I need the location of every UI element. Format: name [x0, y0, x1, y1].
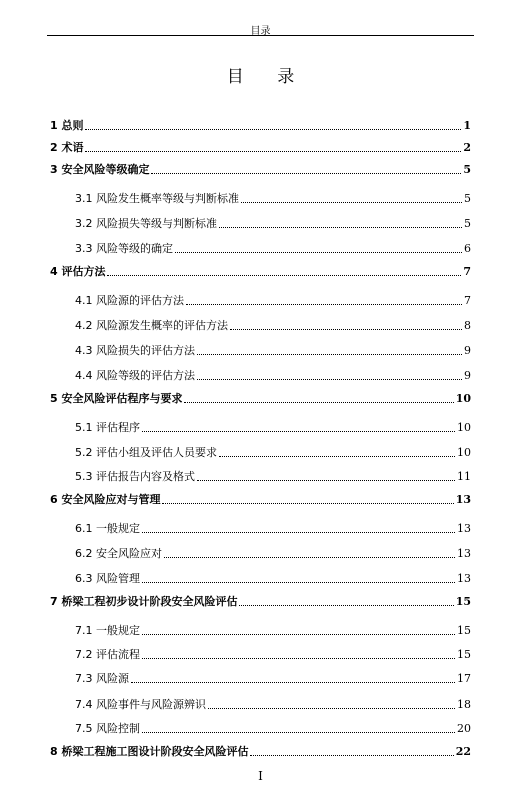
toc-entry-label: 8 桥梁工程施工图设计阶段安全风险评估 — [50, 745, 249, 758]
toc-entry-page: 11 — [457, 470, 471, 483]
toc-entry-label: 3.2 风险损失等级与判断标准 — [75, 217, 217, 230]
dot-leader — [186, 304, 462, 305]
dot-leader — [142, 532, 455, 533]
toc-entry-label: 7.2 评估流程 — [75, 648, 140, 661]
dot-leader — [142, 431, 455, 432]
dot-leader — [142, 732, 455, 733]
toc-entry-page: 13 — [457, 522, 471, 535]
toc-entry-page: 7 — [463, 265, 471, 278]
toc-entry[interactable] — [50, 591, 471, 609]
toc-entry[interactable] — [50, 159, 471, 177]
toc-entry-label: 3.1 风险发生概率等级与判断标准 — [75, 192, 239, 205]
toc-entry-label: 6.3 风险管理 — [75, 572, 140, 585]
toc-entry[interactable] — [75, 417, 471, 435]
toc-entry-page: 13 — [457, 547, 471, 560]
toc-entry-label: 5.2 评估小组及评估人员要求 — [75, 446, 217, 459]
toc-entry-page: 9 — [464, 369, 471, 382]
dot-leader — [197, 480, 455, 481]
toc-entry-label: 5 安全风险评估程序与要求 — [50, 392, 183, 405]
page-title: 目 录 — [226, 67, 309, 87]
toc-entry[interactable] — [75, 694, 471, 712]
toc-entry-page: 10 — [455, 392, 471, 405]
toc-entry[interactable] — [75, 340, 471, 358]
toc-entry-page: 10 — [457, 421, 471, 434]
toc-entry-label: 7 桥梁工程初步设计阶段安全风险评估 — [50, 595, 238, 608]
header-title: 目录 — [250, 26, 271, 37]
toc-entry-label: 5.1 评估程序 — [75, 421, 140, 434]
toc-entry-page: 9 — [464, 344, 471, 357]
toc-entry-label: 7.4 风险事件与风险源辨识 — [75, 698, 206, 711]
toc-entry-label: 4.2 风险源发生概率的评估方法 — [75, 319, 228, 332]
toc-entry-label: 7.5 风险控制 — [75, 722, 140, 735]
toc-entry-label: 3 安全风险等级确定 — [50, 163, 150, 176]
toc-entry-page: 17 — [457, 672, 471, 685]
toc-entry[interactable] — [50, 489, 471, 507]
toc-entry[interactable] — [50, 388, 471, 406]
toc-entry-page: 7 — [464, 294, 471, 307]
dot-leader — [85, 151, 461, 152]
page-number: I — [258, 769, 263, 783]
toc-entry-label: 5.3 评估报告内容及格式 — [75, 470, 195, 483]
toc-entry-page: 15 — [457, 648, 471, 661]
toc-entry-page: 22 — [455, 745, 471, 758]
toc-entry[interactable] — [75, 620, 471, 638]
toc-entry[interactable] — [50, 115, 471, 133]
dot-leader — [197, 379, 462, 380]
toc-entry-page: 5 — [464, 217, 471, 230]
toc-entry-page: 5 — [463, 163, 471, 176]
toc-entry[interactable] — [75, 315, 471, 333]
dot-leader — [241, 202, 462, 203]
toc-entry-page: 2 — [463, 141, 471, 154]
dot-leader — [219, 227, 462, 228]
toc-entry-page: 15 — [455, 595, 471, 608]
dot-leader — [239, 605, 453, 606]
dot-leader — [162, 503, 453, 504]
toc-entry-page: 13 — [457, 572, 471, 585]
toc-entry-label: 1 总则 — [50, 119, 84, 132]
dot-leader — [250, 755, 453, 756]
toc-entry[interactable] — [75, 213, 471, 231]
toc-entry[interactable] — [50, 741, 471, 759]
toc-entry-label: 7.3 风险源 — [75, 672, 129, 685]
dot-leader — [85, 129, 461, 130]
toc-entry[interactable] — [50, 137, 471, 155]
toc-entry-label: 2 术语 — [50, 141, 84, 154]
dot-leader — [131, 682, 455, 683]
toc-entry-page: 6 — [464, 242, 471, 255]
toc-entry-page: 5 — [464, 192, 471, 205]
toc-entry[interactable] — [75, 718, 471, 736]
toc-entry[interactable] — [75, 466, 471, 484]
toc-entry-label: 7.1 一般规定 — [75, 624, 140, 637]
dot-leader — [164, 557, 455, 558]
dot-leader — [175, 252, 462, 253]
header-divider — [47, 35, 474, 36]
toc-entry-page: 18 — [457, 698, 471, 711]
dot-leader — [107, 275, 461, 276]
toc-entry-label: 4.4 风险等级的评估方法 — [75, 369, 195, 382]
toc-entry-label: 6.2 安全风险应对 — [75, 547, 162, 560]
dot-leader — [208, 708, 455, 709]
toc-entry-page: 1 — [463, 119, 471, 132]
toc-entry-label: 3.3 风险等级的确定 — [75, 242, 173, 255]
dot-leader — [197, 354, 462, 355]
toc-entry[interactable] — [50, 261, 471, 279]
dot-leader — [184, 402, 453, 403]
toc-entry-page: 20 — [457, 722, 471, 735]
toc-entry-label: 4.3 风险损失的评估方法 — [75, 344, 195, 357]
toc-entry-page: 8 — [464, 319, 471, 332]
dot-leader — [219, 456, 455, 457]
toc-entry[interactable] — [75, 518, 471, 536]
toc-entry-label: 6 安全风险应对与管理 — [50, 493, 161, 506]
toc-entry[interactable] — [75, 668, 471, 686]
dot-leader — [230, 329, 462, 330]
toc-entry-page: 10 — [457, 446, 471, 459]
toc-entry[interactable] — [75, 188, 471, 206]
toc-entry-page: 13 — [455, 493, 471, 506]
dot-leader — [142, 634, 455, 635]
toc-entry[interactable] — [75, 543, 471, 561]
toc-entry[interactable] — [75, 238, 471, 256]
toc-entry-label: 4.1 风险源的评估方法 — [75, 294, 184, 307]
toc-entry-page: 15 — [457, 624, 471, 637]
dot-leader — [151, 173, 461, 174]
toc-entry-label: 4 评估方法 — [50, 265, 106, 278]
toc-entry[interactable] — [75, 365, 471, 383]
toc-entry-label: 6.1 一般规定 — [75, 522, 140, 535]
toc-entry[interactable] — [75, 290, 471, 308]
toc-entry[interactable] — [75, 644, 471, 662]
toc-entry[interactable] — [75, 442, 471, 460]
toc-entry[interactable] — [75, 568, 471, 586]
dot-leader — [142, 582, 455, 583]
dot-leader — [142, 658, 455, 659]
